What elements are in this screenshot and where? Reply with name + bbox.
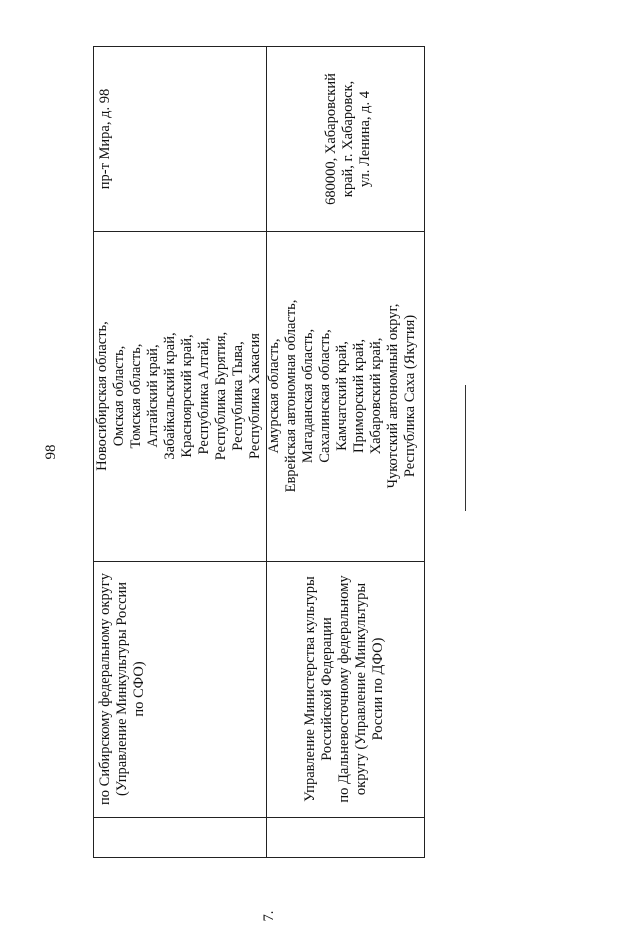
row2-address-cell: 680000, Хабаровский край, г. Хабаровск, ул. Ленина, д. 4 bbox=[323, 73, 373, 205]
regional-offices-table bbox=[93, 46, 425, 922]
row1-address-cell: пр-т Мира, д. 98 bbox=[97, 88, 113, 190]
row1-organization-cell: по Сибирскому федеральному округу (Управление Минкультуры России по СФО) bbox=[97, 573, 147, 805]
column-divider-num-org bbox=[94, 817, 424, 818]
row1-regions-cell: Новосибирская область, Омская область, Томская область, Алтайский край, Забайкальский край, Красноярский край, Республика Алтай, Республика Бурятия, Республика Тыва, Республика Хакасия bbox=[94, 321, 263, 471]
closing-rule-line bbox=[465, 385, 466, 511]
row1-number-cell bbox=[9, 902, 181, 944]
row2-organization-cell: Управление Министерства культуры Российской Федерации по Дальневосточному федеральному округу (Управление Минкультуры России по ДФО) bbox=[302, 575, 386, 803]
row2-regions-cell: Амурская область, Еврейская автономная область, Магаданская область, Сахалинская область, Камчатский край, Приморский край, Хабаровский край, Чукотский автономный округ, Республика Саха (Якутия) bbox=[266, 299, 418, 493]
page-number: 98 bbox=[43, 444, 59, 460]
row2-number-cell: 7. bbox=[261, 910, 277, 922]
